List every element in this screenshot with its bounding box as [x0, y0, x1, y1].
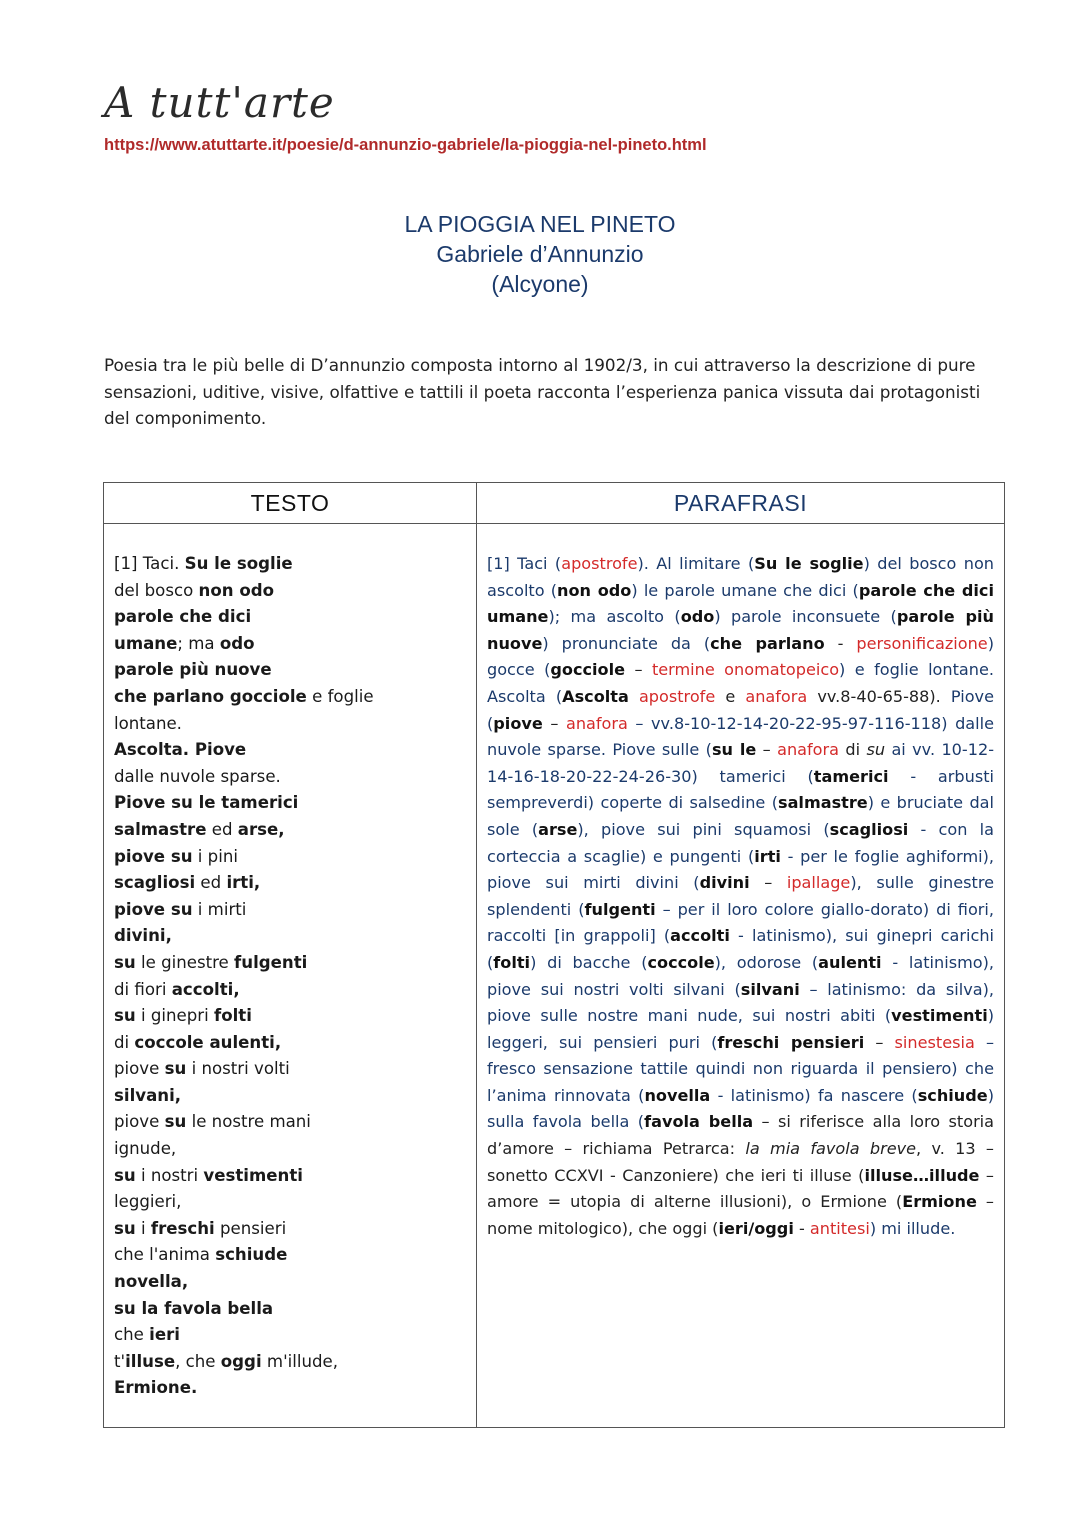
- paraphrase-segment: personificazione: [856, 633, 988, 653]
- poem-line-segment: folti: [213, 1006, 252, 1026]
- poem-line-segment: novella,: [114, 1272, 189, 1292]
- paraphrase-segment: salmastre: [777, 793, 868, 813]
- poem-table: [103, 482, 1005, 1428]
- poem-line: [114, 844, 476, 871]
- poem-line-segment: piove: [114, 1112, 165, 1132]
- table-header-row: [104, 483, 1005, 524]
- poem-line-segment: su: [164, 1112, 187, 1132]
- poem-line: [114, 1375, 476, 1402]
- poem-line: [114, 1242, 476, 1269]
- poem-line-segment: su: [164, 1059, 187, 1079]
- intro-paragraph: Poesia tra le più belle di D’annunzio composta intorno al 1902/3, in cui attraverso la descrizione di pure sensazioni, uditive, visive, olfattive e tattili il poeta racconta l’esperienza panica vissuta dai protagonisti del componimento.: [104, 355, 981, 428]
- paraphrase-segment: ) le parole umane che dici (: [631, 580, 859, 600]
- poem-text-cell: [104, 524, 477, 1428]
- paraphrase-segment: ), sulle ginestre splendenti (: [487, 873, 995, 919]
- poem-line: [114, 1030, 476, 1057]
- paraphrase-segment: - latinismo) fa nascere (: [710, 1085, 918, 1105]
- poem-line: [114, 870, 476, 897]
- paraphrase-segment: -: [793, 1218, 810, 1238]
- poem-line-segment: [1] Taci.: [114, 554, 185, 573]
- poem-line: [114, 604, 476, 631]
- paraphrase-segment: anafora: [565, 713, 628, 733]
- poem-line-segment: su: [114, 1218, 136, 1238]
- paraphrase-segment: non odo: [557, 580, 632, 600]
- paraphrase-segment: ) del bosco non ascolto (: [487, 554, 995, 600]
- poem-line: [114, 897, 476, 924]
- poem-line-segment: umane: [114, 633, 178, 653]
- paraphrase-segment: vv.8-40-65-88).: [807, 686, 941, 706]
- poem-line: [114, 1296, 476, 1323]
- source-url[interactable]: https://www.atuttarte.it/poesie/d-annunzio-gabriele/la-pioggia-nel-pineto.html: [104, 136, 707, 154]
- paraphrase-segment: ) mi illude.: [869, 1218, 956, 1238]
- paraphrase-segment: – amore = utopia di alterne illusioni), o Ermione (: [487, 1165, 994, 1212]
- poem-line: [114, 817, 476, 844]
- poem-line-segment: , che: [175, 1351, 221, 1371]
- poem-line-segment: arse,: [237, 819, 285, 839]
- paraphrase-segment: su: [866, 740, 886, 760]
- poem-line-segment: che: [114, 1325, 150, 1345]
- paraphrase-segment: aulenti: [818, 952, 882, 972]
- poem-line-segment: ; ma: [177, 633, 220, 653]
- poem-line-segment: pensieri: [214, 1218, 287, 1238]
- poem-line: [114, 631, 476, 658]
- poem-title: LA PIOGGIA NEL PINETO: [404, 211, 676, 237]
- poem-line-segment: che l'anima: [114, 1245, 216, 1265]
- poem-line: [114, 578, 476, 605]
- poem-line-segment: schiude: [215, 1245, 288, 1265]
- poem-line: [114, 790, 476, 817]
- poem-line: [114, 1109, 476, 1136]
- table-body-row: [104, 524, 1005, 1428]
- poem-line-segment: che parlano gocciole: [114, 686, 307, 706]
- poem-line: [114, 1269, 476, 1296]
- paraphrase-segment: –: [756, 740, 778, 760]
- paraphrase-segment: –: [625, 660, 652, 680]
- poem-line-segment: Ascolta. Piove: [114, 740, 247, 760]
- poem-line-segment: irti,: [226, 873, 261, 893]
- poem-line-segment: di: [114, 1032, 135, 1052]
- poem-line: [114, 1349, 476, 1376]
- poem-line: [114, 1083, 476, 1110]
- paraphrase-segment: ) gocce (: [487, 633, 994, 680]
- paraphrase-segment: tamerici: [813, 766, 889, 786]
- paraphrase-segment: - latinismo), sui ginepri carichi (: [487, 926, 994, 972]
- poem-line-segment: coccole aulenti,: [134, 1032, 282, 1052]
- paraphrase-segment: piove: [493, 713, 543, 733]
- paraphrase-segment: – latinismo: da silva), piove sulle nostre mani nude, sui nostri abiti (: [487, 979, 994, 1026]
- paraphrase-segment: ), odorose (: [714, 952, 819, 972]
- paraphrase-segment: – fresco sensazione tattile quindi non riguarda il pensiero) che l’anima rinnovata (: [487, 1032, 994, 1105]
- poem-line-segment: ed: [195, 873, 227, 893]
- poem-line-segment: dalle nuvole sparse.: [114, 766, 281, 786]
- paraphrase-segment: ) di bacche (: [530, 952, 648, 972]
- poem-line: [114, 923, 476, 950]
- poem-line-segment: oggi: [220, 1351, 262, 1371]
- poem-line-segment: su: [114, 1006, 136, 1026]
- paraphrase-segment: ), piove sui pini squamosi (: [577, 819, 830, 839]
- paraphrase-segment: , v. 13 – sonetto CCXVI - Canzoniere) che ieri ti illuse (: [487, 1139, 994, 1185]
- poem-line: [114, 737, 476, 764]
- paraphrase-segment: coccole: [647, 952, 715, 972]
- paraphrase-segment: ) sulla favola bella (: [487, 1085, 994, 1132]
- poem-line-segment: accolti,: [171, 979, 240, 999]
- poem-line-segment: t': [114, 1351, 126, 1371]
- poem-line-segment: le ginestre: [135, 952, 235, 972]
- poem-line: [114, 1189, 476, 1216]
- paraphrase-segment: divini: [699, 873, 750, 893]
- poem-line-segment: piove su: [114, 846, 193, 866]
- poem-line-segment: su la favola bella: [114, 1298, 274, 1318]
- poem-line-segment: odo: [219, 633, 255, 653]
- poem-line-segment: leggieri,: [114, 1192, 182, 1212]
- poem-line-segment: salmastre: [114, 819, 207, 839]
- paraphrase-segment: - per le foglie aghiformi), piove sui mirti divini (: [487, 846, 995, 893]
- poem-collection: (Alcyone): [491, 271, 589, 297]
- paraphrase-segment: novella: [644, 1085, 711, 1105]
- poem-line-segment: e foglie: [306, 686, 374, 706]
- paraphrase-segment: la mia favola breve: [745, 1139, 917, 1159]
- poem-line-segment: i mirti: [192, 899, 247, 919]
- poem-line-segment: ed: [206, 819, 238, 839]
- paraphrase-segment: Ascolta: [562, 686, 629, 706]
- poem-line-segment: di fiori: [114, 979, 172, 999]
- paraphrase-segment: ) e bruciate dal sole (: [487, 793, 994, 839]
- paraphrase-segment: [1] Taci (: [487, 554, 562, 573]
- paraphrase-segment: di: [839, 740, 867, 760]
- paraphrase-segment: - latinismo), piove sui nostri volti silvani (: [487, 952, 994, 999]
- paraphrase-segment: ) parole inconsuete (: [714, 607, 897, 627]
- poem-line-segment: ignude,: [114, 1139, 177, 1159]
- paraphrase-segment: gocciole: [550, 660, 626, 680]
- poem-line: [114, 711, 476, 738]
- paraphrase-segment: – vv.8-10-12-14-20-22-95-97-116-118) dalle nuvole sparse. Piove sulle (: [487, 713, 994, 760]
- poem-line-segment: del bosco: [114, 580, 199, 600]
- paraphrase-segment: ); ma ascolto (: [548, 607, 681, 627]
- poem-line-segment: i ginepri: [135, 1006, 214, 1026]
- paraphrase-segment: Ascolta (: [487, 686, 563, 706]
- poem-line: [114, 551, 476, 578]
- paraphrase-segment: accolti: [670, 926, 730, 946]
- paraphrase-segment: favola bella: [644, 1112, 754, 1132]
- site-logo[interactable]: A tutt'arte: [104, 78, 335, 127]
- paraphrase-segment: –: [749, 873, 787, 893]
- paraphrase-segment: parole più nuove: [487, 607, 995, 653]
- poem-line-segment: i nostri volti: [186, 1059, 290, 1079]
- poem-line-segment: piove: [114, 1059, 165, 1079]
- poem-line-segment: silvani,: [114, 1085, 182, 1105]
- paraphrase-segment: ipallage: [786, 873, 851, 893]
- poem-line-segment: scagliosi: [114, 873, 196, 893]
- paraphrase-segment: ). Al limitare (: [637, 554, 755, 573]
- paraphrase-segment: parole che dici umane: [487, 580, 994, 627]
- poem-line-segment: Piove su le tamerici: [114, 793, 299, 813]
- poem-line-segment: Ermione.: [114, 1378, 198, 1398]
- column-header-parafrasi: PARAFRASI: [477, 483, 1005, 524]
- paraphrase-segment: -: [824, 633, 857, 653]
- poem-line: [114, 684, 476, 711]
- paraphrase-segment: fulgenti: [584, 899, 656, 919]
- poem-line-segment: parole che dici: [114, 607, 252, 627]
- paraphrase-segment: termine onomatopeico: [651, 660, 840, 680]
- paraphrase-segment: Su le soglie: [754, 554, 864, 573]
- poem-line: [114, 1056, 476, 1083]
- poem-line: [114, 1163, 476, 1190]
- poem-line: [114, 1322, 476, 1349]
- paraphrase-cell: [477, 524, 1005, 1428]
- paraphrase-segment: ieri/oggi: [718, 1218, 794, 1238]
- poem-line-segment: non odo: [198, 580, 274, 600]
- paraphrase-segment: –: [864, 1032, 895, 1052]
- paraphrase-segment: e: [715, 686, 746, 706]
- paraphrase-segment: – si riferisce alla loro storia d’amore – richiama Petrarca:: [487, 1112, 995, 1159]
- poem-line-segment: vestimenti: [203, 1165, 303, 1185]
- poem-line-segment: illuse: [125, 1351, 176, 1371]
- poem-line: [114, 977, 476, 1004]
- paraphrase-segment: scagliosi: [829, 819, 909, 839]
- paraphrase-segment: ai vv. 10-12-14-16-18-20-22-24-26-30) tamerici (: [487, 740, 995, 786]
- paraphrase-segment: su le: [711, 740, 757, 760]
- paraphrase-segment: irti: [754, 846, 781, 866]
- paraphrase-segment: [629, 687, 639, 706]
- poem-line: [114, 1216, 476, 1243]
- poem-line: [114, 1003, 476, 1030]
- paraphrase-segment: anafora: [777, 740, 840, 760]
- paraphrase-segment: – per il loro colore giallo-dorato) di fiori, raccolti [in grappoli] (: [487, 899, 994, 946]
- poem-line-segment: i nostri: [135, 1165, 204, 1185]
- poem-line-segment: piove su: [114, 899, 193, 919]
- paraphrase-segment: apostrofe: [638, 686, 716, 706]
- paraphrase-segment: ) pronunciate da (: [542, 633, 711, 653]
- poem-line-segment: su: [114, 1165, 136, 1185]
- paraphrase-segment: silvani: [740, 979, 800, 999]
- paraphrase-segment: – nome mitologico), che oggi (: [487, 1192, 994, 1238]
- poem-line-segment: freschi: [150, 1218, 215, 1238]
- poem-author: Gabriele d’Annunzio: [436, 241, 644, 267]
- poem-line: [114, 950, 476, 977]
- paraphrase-segment: arse: [538, 819, 578, 839]
- paraphrase-segment: anafora: [745, 686, 808, 706]
- paraphrase-segment: Piove (: [487, 686, 994, 733]
- paraphrase-segment: ) leggeri, sui pensieri puri (: [487, 1006, 994, 1052]
- paraphrase-segment: schiude: [917, 1085, 988, 1105]
- poem-line-segment: lontane.: [114, 713, 182, 733]
- paraphrase-segment: Ermione: [902, 1192, 977, 1212]
- poem-line-segment: su: [114, 952, 136, 972]
- poem-line: [114, 657, 476, 684]
- poem-line-segment: divini,: [114, 926, 172, 946]
- paraphrase-segment: –: [542, 713, 566, 733]
- poem-line: [114, 764, 476, 791]
- poem-line-segment: m'illude,: [261, 1351, 339, 1371]
- poem-line-segment: parole più nuove: [114, 660, 272, 680]
- paraphrase-segment: apostrofe: [561, 554, 638, 573]
- paraphrase-segment: sinestesia: [894, 1032, 975, 1052]
- poem-line-segment: le nostre mani: [186, 1112, 311, 1132]
- paraphrase-segment: illuse…illude: [864, 1165, 980, 1185]
- paraphrase-segment: ) e foglie lontane.: [839, 660, 994, 680]
- paraphrase-segment: odo: [680, 607, 715, 627]
- paraphrase-segment: vestimenti: [891, 1006, 988, 1026]
- paraphrase-segment: che parlano: [710, 633, 825, 653]
- poem-line-segment: i: [135, 1218, 151, 1238]
- paraphrase-segment: freschi pensieri: [717, 1032, 865, 1052]
- poem-line-segment: i pini: [192, 846, 238, 866]
- poem-line-segment: Su le soglie: [184, 554, 293, 573]
- poem-line-segment: ieri: [149, 1325, 180, 1345]
- column-header-testo: TESTO: [104, 483, 477, 524]
- paraphrase-segment: folti: [493, 952, 531, 972]
- paraphrase-segment: - con la corteccia a scaglie) e pungenti (: [487, 819, 994, 866]
- paraphrase-segment: - arbusti sempreverdi) coperte di salsedine (: [487, 766, 994, 813]
- poem-line: [114, 1136, 476, 1163]
- paraphrase-segment: antitesi: [809, 1218, 870, 1238]
- poem-line-segment: fulgenti: [234, 952, 308, 972]
